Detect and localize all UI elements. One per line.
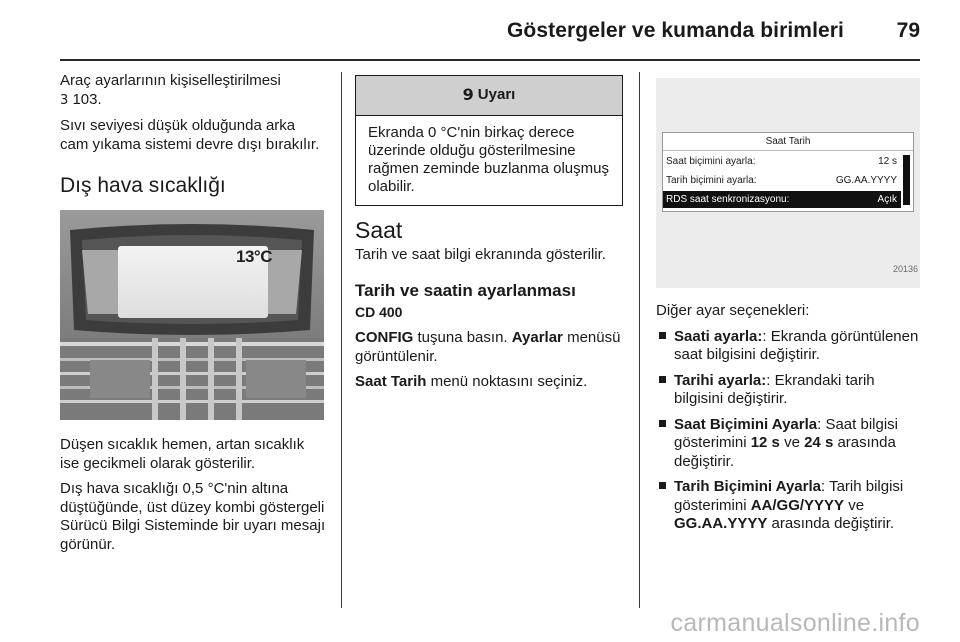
screen-row-time-format[interactable]: [663, 153, 901, 170]
option-mid: ve: [779, 434, 805, 451]
option-text: : Ekranda görüntülenen saat bilgisini değiştirir.: [674, 327, 919, 363]
clock-date-screen: [662, 132, 914, 212]
option-text: : Ekrandaki tarih bilgisini değiştirir.: [674, 371, 875, 407]
screen-row-rds-sync[interactable]: [663, 191, 901, 208]
section-heading-outside-temp: Dış hava sıcaklığı: [60, 174, 226, 197]
model-label: CD 400: [355, 303, 403, 320]
settings-menu-name: Ayarlar: [511, 329, 563, 346]
section-heading-clock: Saat: [355, 217, 403, 243]
column-divider-1: [341, 72, 342, 608]
bullet-square-icon: [659, 420, 666, 427]
option-value-1: 12 s: [750, 434, 780, 451]
option-mid: ve: [844, 496, 865, 514]
column-2: [355, 72, 623, 399]
option-value-2: 24 s: [804, 434, 834, 451]
screen-scrollbar[interactable]: [903, 155, 910, 205]
screen-row-label: Saat biçimini ayarla:: [666, 156, 756, 167]
bullet-square-icon: [659, 482, 666, 489]
display-temperature: 13°C: [236, 247, 272, 266]
subheading-set-date-time: Tarih ve saatin ayarlanması: [355, 280, 576, 300]
page-header: [0, 0, 960, 62]
menu-item-name: Saat Tarih: [355, 373, 427, 390]
dashboard-illustration: [60, 210, 324, 420]
option-term: Tarih Biçimini Ayarla: [674, 478, 821, 495]
bullet-square-icon: [659, 376, 666, 383]
screen-title: Saat Tarih: [663, 133, 913, 151]
config-text: tuşuna basın.: [413, 329, 512, 346]
figure-number: 20136: [892, 263, 918, 274]
option-text: : Tarih bilgisi gösterimini: [674, 478, 904, 514]
list-item: [656, 328, 922, 365]
header-divider: [60, 59, 920, 61]
menu-text: menüsü görüntülenir.: [355, 329, 621, 365]
warning-title: Uyarı: [477, 86, 516, 104]
column-divider-2: [639, 72, 640, 608]
header-title: Göstergeler ve kumanda birimleri: [507, 19, 844, 42]
washer-paragraph: Sıvı seviyesi düşük olduğunda arka cam yıkama sistemi devre dışı bırakılır.: [60, 117, 320, 153]
intro-line: Araç ayarlarının kişiselleştirilmesi: [60, 72, 281, 89]
arrow-ref-icon: 3: [60, 92, 69, 108]
warning-text: Ekranda 0 °C'nin birkaç derece üzerinde olduğu gösterilmesine rağmen zeminde buzlanma oluşmuş olabilir.: [368, 124, 609, 195]
temp-paragraph-1: Düşen sıcaklık hemen, artan sıcaklık ise gecikmeli olarak gösterilir.: [60, 436, 305, 472]
display-screen-figure: [656, 78, 920, 288]
screen-row-label: RDS saat senkronizasyonu:: [666, 194, 790, 205]
option-term: Saat Biçimini Ayarla: [674, 415, 818, 433]
warning-box: [355, 75, 623, 206]
option-value-1: AA/GG/YYYY: [750, 496, 845, 514]
config-key: CONFIG: [355, 329, 414, 346]
option-value-2: GG.AA.YYYY: [674, 515, 768, 532]
bullet-square-icon: [659, 332, 666, 339]
select-item-instruction: [355, 373, 623, 392]
menu-item-text: menü noktasını seçiniz.: [426, 373, 588, 390]
option-text: : Saat bilgisi gösterimini: [674, 415, 898, 451]
clock-intro: Tarih ve saat bilgi ekranında gösterilir.: [355, 246, 606, 263]
option-end: arasında değiştirir.: [767, 515, 895, 532]
options-intro: Diğer ayar seçenekleri:: [656, 302, 810, 319]
column-1: [60, 72, 326, 561]
warning-header: [356, 76, 622, 116]
column-3: [656, 72, 922, 541]
config-instruction: [355, 329, 623, 366]
screen-row-value: Açık: [877, 194, 897, 205]
warning-triangle-icon: 9: [462, 85, 474, 105]
options-list: [656, 328, 922, 534]
option-term: Saati ayarla:: [674, 327, 763, 345]
list-item: [656, 416, 922, 472]
screen-row-date-format[interactable]: [663, 172, 901, 189]
list-item: [656, 478, 922, 534]
screen-row-value: GG.AA.YYYY: [835, 175, 897, 186]
temp-paragraph-2: Dış hava sıcaklığı 0,5 °C'nin altına düştüğünde, üst düzey kombi göstergeli Sürücü Bilgi Sisteminde bir uyarı mesajı görünür.: [60, 480, 326, 553]
page-ref-text: 103.: [68, 90, 102, 108]
watermark: carmanualsonline.info: [670, 609, 920, 637]
page-number: 79: [896, 19, 920, 42]
instrument-display-photo: [60, 210, 324, 420]
screen-row-label: Tarih biçimini ayarla:: [666, 175, 757, 186]
intro-paragraph: [60, 72, 326, 110]
list-item: [656, 372, 922, 409]
option-end: arasında değiştirir.: [674, 434, 896, 470]
option-term: Tarihi ayarla:: [674, 371, 767, 389]
page-ref-link[interactable]: [60, 91, 102, 108]
screen-row-value: 12 s: [878, 156, 897, 167]
